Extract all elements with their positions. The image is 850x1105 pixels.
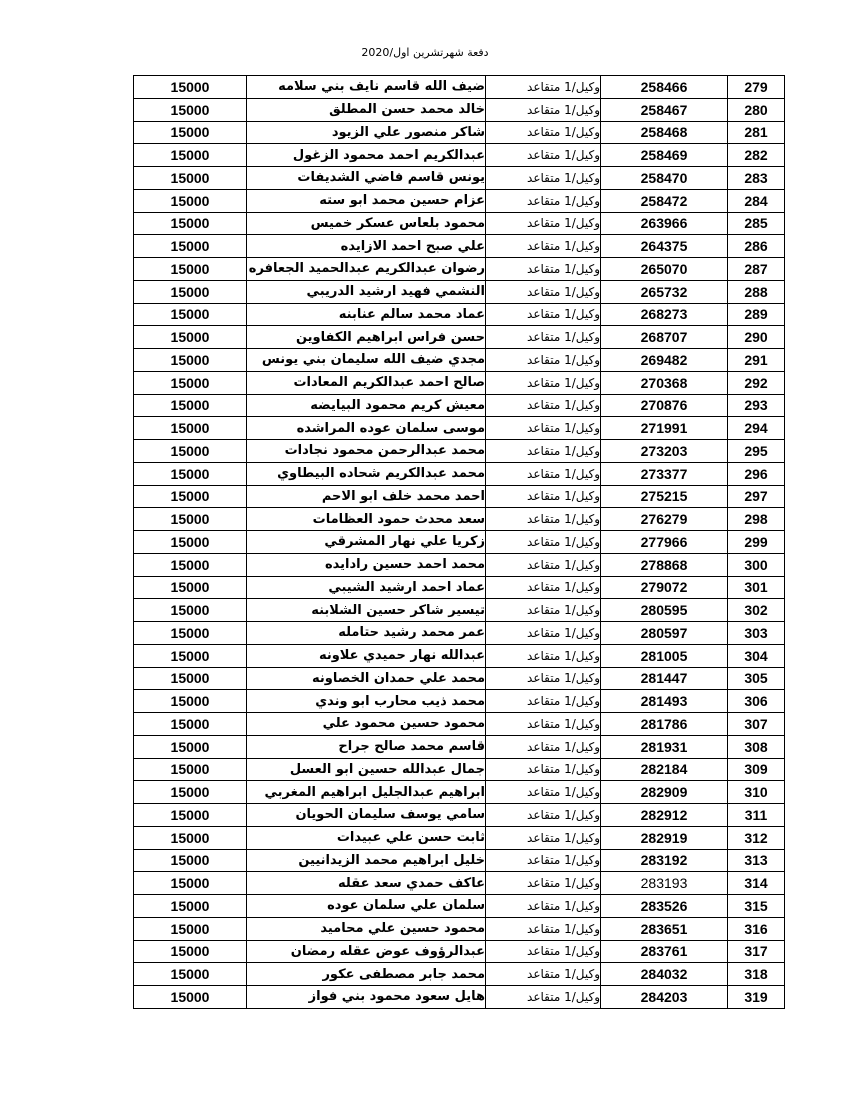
- table-row: [134, 713, 785, 736]
- service-number-cell: 283761: [601, 940, 728, 963]
- service-number-cell: 279072: [601, 576, 728, 599]
- rank-cell: وكيل/1 متقاعد: [486, 849, 601, 872]
- rank-cell: وكيل/1 متقاعد: [486, 986, 601, 1009]
- sequence-cell: 290: [728, 326, 785, 349]
- service-number-cell: 275215: [601, 485, 728, 508]
- rank-cell: وكيل/1 متقاعد: [486, 303, 601, 326]
- name-cell: محمود بلعاس عسكر خميس: [247, 212, 486, 235]
- sequence-cell: 285: [728, 212, 785, 235]
- sequence-cell: 313: [728, 849, 785, 872]
- sequence-cell: 306: [728, 690, 785, 713]
- amount-cell: 15000: [134, 758, 247, 781]
- name-cell: عماد احمد ارشيد الشيبي: [247, 576, 486, 599]
- rank-cell: وكيل/1 متقاعد: [486, 644, 601, 667]
- name-cell: سامي يوسف سليمان الحويان: [247, 804, 486, 827]
- name-cell: خليل ابراهيم محمد الزيدانيين: [247, 849, 486, 872]
- name-cell: علي صبح احمد الازايده: [247, 235, 486, 258]
- amount-cell: 15000: [134, 485, 247, 508]
- sequence-cell: 308: [728, 735, 785, 758]
- amount-cell: 15000: [134, 98, 247, 121]
- amount-cell: 15000: [134, 76, 247, 99]
- service-number-cell: 268707: [601, 326, 728, 349]
- name-cell: محمد عبدالكريم شحاده البيطاوي: [247, 462, 486, 485]
- service-number-cell: 263966: [601, 212, 728, 235]
- amount-cell: 15000: [134, 713, 247, 736]
- service-number-cell: 282919: [601, 826, 728, 849]
- sequence-cell: 312: [728, 826, 785, 849]
- name-cell: محمد ذيب محارب ابو وندي: [247, 690, 486, 713]
- rank-cell: وكيل/1 متقاعد: [486, 872, 601, 895]
- table-row: [134, 804, 785, 827]
- service-number-cell: 258467: [601, 98, 728, 121]
- service-number-cell: 281786: [601, 713, 728, 736]
- rank-cell: وكيل/1 متقاعد: [486, 349, 601, 372]
- sequence-cell: 307: [728, 713, 785, 736]
- sequence-cell: 311: [728, 804, 785, 827]
- name-cell: جمال عبدالله حسين ابو العسل: [247, 758, 486, 781]
- rank-cell: وكيل/1 متقاعد: [486, 326, 601, 349]
- sequence-cell: 288: [728, 280, 785, 303]
- name-cell: محمد عبدالرحمن محمود نجادات: [247, 440, 486, 463]
- table-row: [134, 167, 785, 190]
- sequence-cell: 315: [728, 895, 785, 918]
- name-cell: شاكر منصور علي الزيود: [247, 121, 486, 144]
- amount-cell: 15000: [134, 963, 247, 986]
- sequence-cell: 319: [728, 986, 785, 1009]
- name-cell: ثابت حسن علي عبيدات: [247, 826, 486, 849]
- sequence-cell: 293: [728, 394, 785, 417]
- amount-cell: 15000: [134, 326, 247, 349]
- sequence-cell: 283: [728, 167, 785, 190]
- name-cell: احمد محمد خلف ابو الاحم: [247, 485, 486, 508]
- rank-cell: وكيل/1 متقاعد: [486, 371, 601, 394]
- amount-cell: 15000: [134, 781, 247, 804]
- amount-cell: 15000: [134, 667, 247, 690]
- table-row: [134, 485, 785, 508]
- service-number-cell: 283526: [601, 895, 728, 918]
- rank-cell: وكيل/1 متقاعد: [486, 826, 601, 849]
- sequence-cell: 317: [728, 940, 785, 963]
- table-row: [134, 917, 785, 940]
- name-cell: محمد جابر مصطفى عكور: [247, 963, 486, 986]
- rank-cell: وكيل/1 متقاعد: [486, 895, 601, 918]
- service-number-cell: 282912: [601, 804, 728, 827]
- name-cell: صالح احمد عبدالكريم المعادات: [247, 371, 486, 394]
- service-number-cell: 282909: [601, 781, 728, 804]
- name-cell: سعد محدث حمود العظامات: [247, 508, 486, 531]
- name-cell: عبدالكريم احمد محمود الزغول: [247, 144, 486, 167]
- rank-cell: وكيل/1 متقاعد: [486, 235, 601, 258]
- rank-cell: وكيل/1 متقاعد: [486, 212, 601, 235]
- amount-cell: 15000: [134, 144, 247, 167]
- name-cell: قاسم محمد صالح جراح: [247, 735, 486, 758]
- amount-cell: 15000: [134, 804, 247, 827]
- sequence-cell: 301: [728, 576, 785, 599]
- service-number-cell: 269482: [601, 349, 728, 372]
- name-cell: تيسير شاكر حسين الشلابنه: [247, 599, 486, 622]
- name-cell: عزام حسين محمد ابو سته: [247, 189, 486, 212]
- page-header: دفعة شهرتشرين اول/2020: [361, 46, 489, 59]
- service-number-cell: 258466: [601, 76, 728, 99]
- amount-cell: 15000: [134, 872, 247, 895]
- roster-table: [133, 75, 785, 1009]
- amount-cell: 15000: [134, 690, 247, 713]
- sequence-cell: 291: [728, 349, 785, 372]
- amount-cell: 15000: [134, 167, 247, 190]
- table-row: [134, 394, 785, 417]
- table-row: [134, 144, 785, 167]
- rank-cell: وكيل/1 متقاعد: [486, 167, 601, 190]
- table-row: [134, 326, 785, 349]
- name-cell: عمر محمد رشيد حتامله: [247, 622, 486, 645]
- amount-cell: 15000: [134, 986, 247, 1009]
- amount-cell: 15000: [134, 895, 247, 918]
- name-cell: عماد محمد سالم عنابنه: [247, 303, 486, 326]
- amount-cell: 15000: [134, 735, 247, 758]
- sequence-cell: 294: [728, 417, 785, 440]
- rank-cell: وكيل/1 متقاعد: [486, 622, 601, 645]
- rank-cell: وكيل/1 متقاعد: [486, 440, 601, 463]
- name-cell: محمود حسين علي محاميد: [247, 917, 486, 940]
- service-number-cell: 258468: [601, 121, 728, 144]
- rank-cell: وكيل/1 متقاعد: [486, 394, 601, 417]
- service-number-cell: 270368: [601, 371, 728, 394]
- amount-cell: 15000: [134, 553, 247, 576]
- amount-cell: 15000: [134, 644, 247, 667]
- table-row: [134, 303, 785, 326]
- rank-cell: وكيل/1 متقاعد: [486, 485, 601, 508]
- table-row: [134, 76, 785, 99]
- table-row: [134, 735, 785, 758]
- sequence-cell: 280: [728, 98, 785, 121]
- table-row: [134, 212, 785, 235]
- table-row: [134, 986, 785, 1009]
- rank-cell: وكيل/1 متقاعد: [486, 713, 601, 736]
- table-row: [134, 121, 785, 144]
- rank-cell: وكيل/1 متقاعد: [486, 121, 601, 144]
- rank-cell: وكيل/1 متقاعد: [486, 735, 601, 758]
- table-row: [134, 963, 785, 986]
- sequence-cell: 296: [728, 462, 785, 485]
- sequence-cell: 279: [728, 76, 785, 99]
- name-cell: ابراهيم عبدالجليل ابراهيم المغربي: [247, 781, 486, 804]
- rank-cell: وكيل/1 متقاعد: [486, 508, 601, 531]
- service-number-cell: 265070: [601, 258, 728, 281]
- service-number-cell: 281493: [601, 690, 728, 713]
- name-cell: سلمان علي سلمان عوده: [247, 895, 486, 918]
- rank-cell: وكيل/1 متقاعد: [486, 758, 601, 781]
- table-row: [134, 644, 785, 667]
- name-cell: زكريا علي نهار المشرقي: [247, 531, 486, 554]
- rank-cell: وكيل/1 متقاعد: [486, 599, 601, 622]
- name-cell: عاكف حمدي سعد عقله: [247, 872, 486, 895]
- service-number-cell: 281005: [601, 644, 728, 667]
- table-row: [134, 849, 785, 872]
- amount-cell: 15000: [134, 940, 247, 963]
- table-row: [134, 371, 785, 394]
- sequence-cell: 318: [728, 963, 785, 986]
- rank-cell: وكيل/1 متقاعد: [486, 576, 601, 599]
- sequence-cell: 287: [728, 258, 785, 281]
- sequence-cell: 286: [728, 235, 785, 258]
- sequence-cell: 281: [728, 121, 785, 144]
- amount-cell: 15000: [134, 371, 247, 394]
- sequence-cell: 303: [728, 622, 785, 645]
- amount-cell: 15000: [134, 508, 247, 531]
- rank-cell: وكيل/1 متقاعد: [486, 189, 601, 212]
- rank-cell: وكيل/1 متقاعد: [486, 804, 601, 827]
- service-number-cell: 280595: [601, 599, 728, 622]
- rank-cell: وكيل/1 متقاعد: [486, 690, 601, 713]
- name-cell: عبدالرؤوف عوض عقله رمضان: [247, 940, 486, 963]
- table-row: [134, 872, 785, 895]
- service-number-cell: 258472: [601, 189, 728, 212]
- service-number-cell: 276279: [601, 508, 728, 531]
- sequence-cell: 309: [728, 758, 785, 781]
- rank-cell: وكيل/1 متقاعد: [486, 781, 601, 804]
- amount-cell: 15000: [134, 531, 247, 554]
- sequence-cell: 304: [728, 644, 785, 667]
- amount-cell: 15000: [134, 622, 247, 645]
- name-cell: ضيف الله قاسم نايف بني سلامه: [247, 76, 486, 99]
- service-number-cell: 280597: [601, 622, 728, 645]
- table-row: [134, 440, 785, 463]
- service-number-cell: 283192: [601, 849, 728, 872]
- amount-cell: 15000: [134, 917, 247, 940]
- sequence-cell: 282: [728, 144, 785, 167]
- service-number-cell: 284203: [601, 986, 728, 1009]
- rank-cell: وكيل/1 متقاعد: [486, 553, 601, 576]
- amount-cell: 15000: [134, 394, 247, 417]
- table-row: [134, 781, 785, 804]
- name-cell: النشمي فهيد ارشيد الدريبي: [247, 280, 486, 303]
- service-number-cell: 282184: [601, 758, 728, 781]
- sequence-cell: 284: [728, 189, 785, 212]
- amount-cell: 15000: [134, 303, 247, 326]
- name-cell: مجدي ضيف الله سليمان بني يونس: [247, 349, 486, 372]
- roster-table-body: [134, 76, 785, 1009]
- name-cell: محمود حسين محمود علي: [247, 713, 486, 736]
- amount-cell: 15000: [134, 189, 247, 212]
- sequence-cell: 292: [728, 371, 785, 394]
- amount-cell: 15000: [134, 258, 247, 281]
- rank-cell: وكيل/1 متقاعد: [486, 417, 601, 440]
- table-row: [134, 667, 785, 690]
- amount-cell: 15000: [134, 440, 247, 463]
- table-row: [134, 508, 785, 531]
- name-cell: عبدالله نهار حميدي علاونه: [247, 644, 486, 667]
- service-number-cell: 265732: [601, 280, 728, 303]
- sequence-cell: 299: [728, 531, 785, 554]
- sequence-cell: 314: [728, 872, 785, 895]
- name-cell: موسى سلمان عوده المراشده: [247, 417, 486, 440]
- amount-cell: 15000: [134, 212, 247, 235]
- name-cell: خالد محمد حسن المطلق: [247, 98, 486, 121]
- table-row: [134, 758, 785, 781]
- service-number-cell: 271991: [601, 417, 728, 440]
- amount-cell: 15000: [134, 462, 247, 485]
- table-row: [134, 349, 785, 372]
- amount-cell: 15000: [134, 826, 247, 849]
- table-row: [134, 690, 785, 713]
- rank-cell: وكيل/1 متقاعد: [486, 940, 601, 963]
- table-row: [134, 576, 785, 599]
- service-number-cell: 283651: [601, 917, 728, 940]
- service-number-cell: 258469: [601, 144, 728, 167]
- rank-cell: وكيل/1 متقاعد: [486, 280, 601, 303]
- service-number-cell: 281931: [601, 735, 728, 758]
- rank-cell: وكيل/1 متقاعد: [486, 76, 601, 99]
- table-row: [134, 553, 785, 576]
- rank-cell: وكيل/1 متقاعد: [486, 98, 601, 121]
- rank-cell: وكيل/1 متقاعد: [486, 144, 601, 167]
- service-number-cell: 273377: [601, 462, 728, 485]
- service-number-cell: 281447: [601, 667, 728, 690]
- amount-cell: 15000: [134, 417, 247, 440]
- amount-cell: 15000: [134, 349, 247, 372]
- amount-cell: 15000: [134, 576, 247, 599]
- sequence-cell: 302: [728, 599, 785, 622]
- service-number-cell: 273203: [601, 440, 728, 463]
- table-row: [134, 599, 785, 622]
- service-number-cell: 284032: [601, 963, 728, 986]
- sequence-cell: 298: [728, 508, 785, 531]
- rank-cell: وكيل/1 متقاعد: [486, 462, 601, 485]
- rank-cell: وكيل/1 متقاعد: [486, 667, 601, 690]
- sequence-cell: 297: [728, 485, 785, 508]
- table-row: [134, 189, 785, 212]
- name-cell: حسن فراس ابراهيم الكفاوين: [247, 326, 486, 349]
- name-cell: رضوان عبدالكريم عبدالحميد الجعافره: [247, 258, 486, 281]
- rank-cell: وكيل/1 متقاعد: [486, 531, 601, 554]
- table-row: [134, 940, 785, 963]
- rank-cell: وكيل/1 متقاعد: [486, 917, 601, 940]
- table-row: [134, 531, 785, 554]
- amount-cell: 15000: [134, 121, 247, 144]
- service-number-cell: 270876: [601, 394, 728, 417]
- sequence-cell: 289: [728, 303, 785, 326]
- name-cell: محمد علي حمدان الخصاونه: [247, 667, 486, 690]
- rank-cell: وكيل/1 متقاعد: [486, 963, 601, 986]
- amount-cell: 15000: [134, 235, 247, 258]
- service-number-cell: 264375: [601, 235, 728, 258]
- table-row: [134, 622, 785, 645]
- sequence-cell: 295: [728, 440, 785, 463]
- amount-cell: 15000: [134, 280, 247, 303]
- table-row: [134, 98, 785, 121]
- amount-cell: 15000: [134, 599, 247, 622]
- table-row: [134, 462, 785, 485]
- sequence-cell: 310: [728, 781, 785, 804]
- service-number-cell: 268273: [601, 303, 728, 326]
- service-number-cell: 277966: [601, 531, 728, 554]
- table-row: [134, 417, 785, 440]
- table-row: [134, 826, 785, 849]
- amount-cell: 15000: [134, 849, 247, 872]
- name-cell: محمد احمد حسين رادايده: [247, 553, 486, 576]
- name-cell: هايل سعود محمود بني فواز: [247, 986, 486, 1009]
- service-number-cell: 278868: [601, 553, 728, 576]
- table-row: [134, 258, 785, 281]
- sequence-cell: 305: [728, 667, 785, 690]
- service-number-cell: 258470: [601, 167, 728, 190]
- name-cell: يونس قاسم فاضي الشديفات: [247, 167, 486, 190]
- service-number-cell: 283193: [601, 872, 728, 895]
- table-row: [134, 895, 785, 918]
- name-cell: معيش كريم محمود البيايضه: [247, 394, 486, 417]
- table-row: [134, 280, 785, 303]
- table-row: [134, 235, 785, 258]
- sequence-cell: 300: [728, 553, 785, 576]
- rank-cell: وكيل/1 متقاعد: [486, 258, 601, 281]
- sequence-cell: 316: [728, 917, 785, 940]
